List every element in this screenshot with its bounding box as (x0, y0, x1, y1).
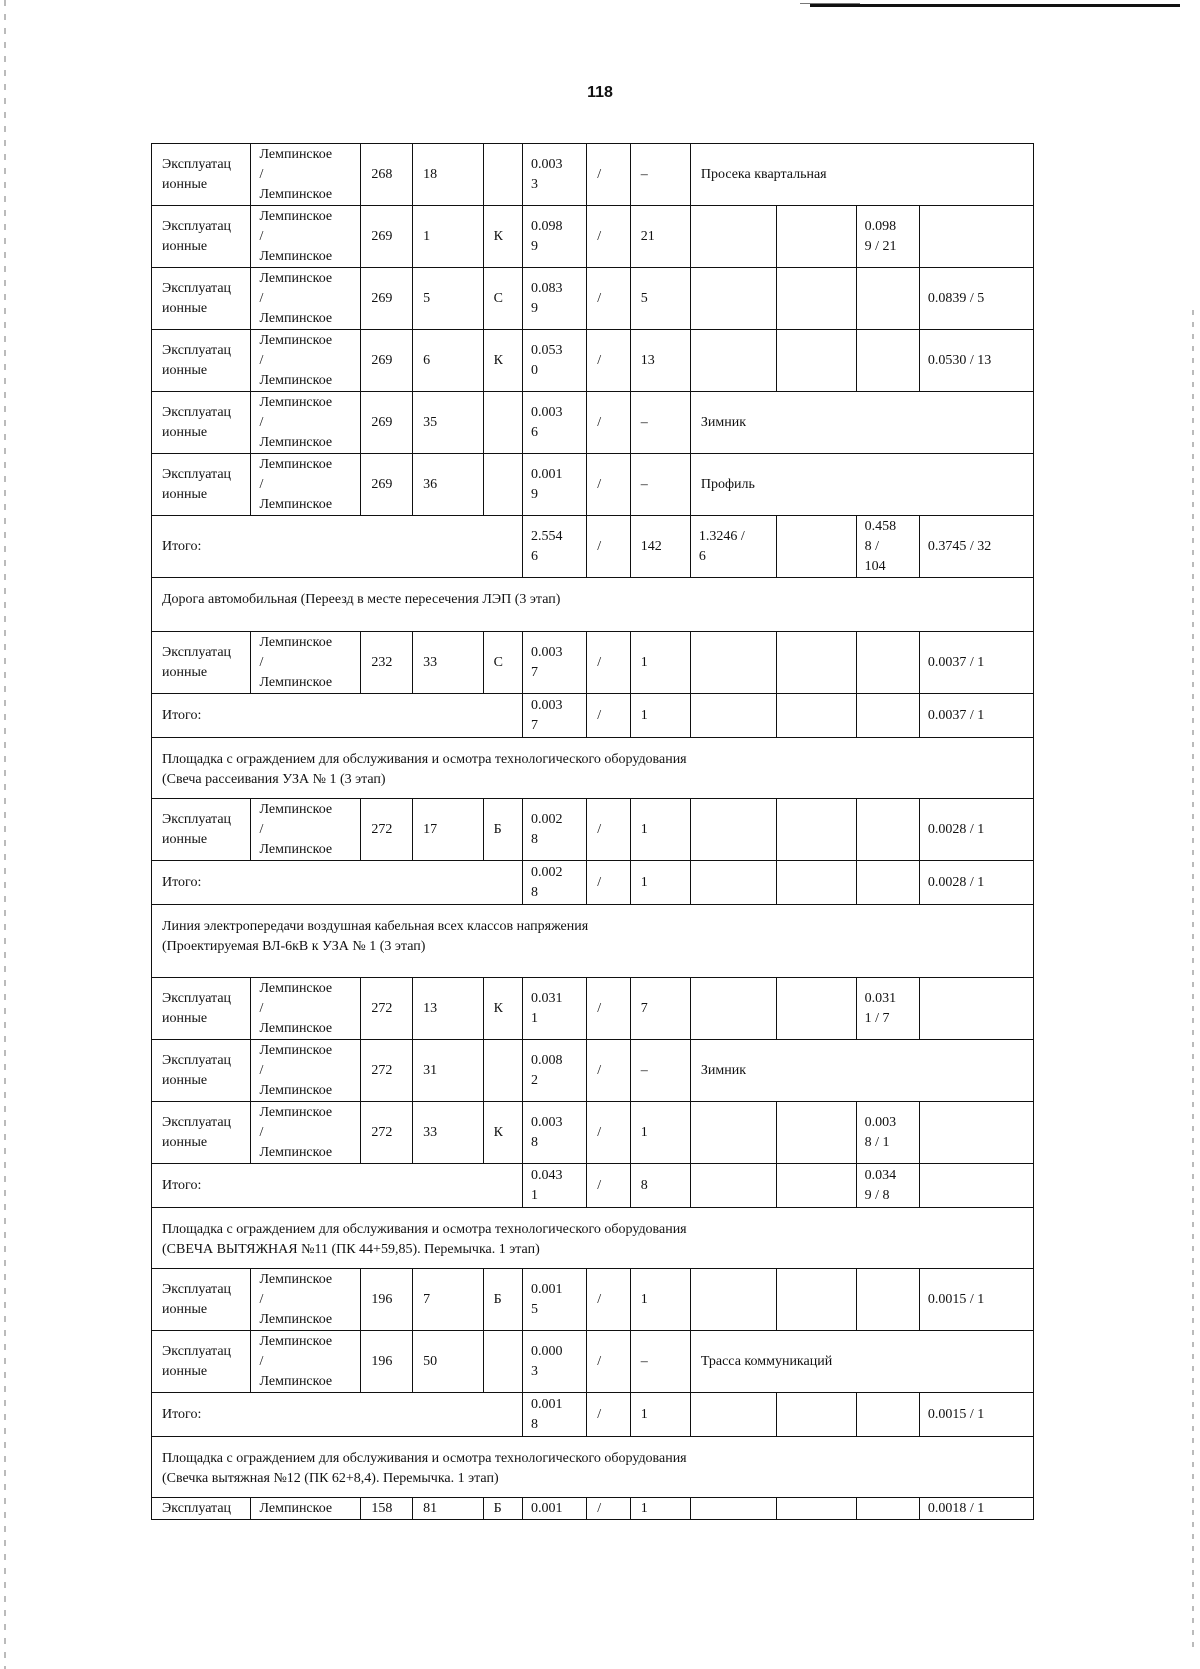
value-cell-4 (919, 206, 1033, 268)
category-cell: Эксплуатац ионные (152, 632, 251, 694)
plot-cell: 7 (413, 1269, 483, 1331)
value-cell-4: 0.0037 / 1 (919, 632, 1033, 694)
slash-cell: / (587, 799, 631, 861)
table-row (152, 1331, 1034, 1393)
class-cell (483, 454, 522, 516)
quarter-cell: 232 (361, 632, 413, 694)
forestry-cell: Лемпинское / Лемпинское (251, 1269, 361, 1331)
section-row (152, 738, 1034, 799)
category-cell: Эксплуатац ионные (152, 268, 251, 330)
category-cell: Эксплуатац ионные (152, 978, 251, 1040)
value-cell-2 (776, 1102, 856, 1164)
area-cell: 0.002 8 (522, 861, 586, 905)
count-cell: 13 (630, 330, 690, 392)
scan-edge-mark (810, 4, 1180, 7)
value-cell-4: 0.0028 / 1 (919, 861, 1033, 905)
value-cell-2 (776, 861, 856, 905)
category-cell: Эксплуатац ионные (152, 799, 251, 861)
forestry-cell: Лемпинское / Лемпинское (251, 1040, 361, 1102)
table-row (152, 1040, 1034, 1102)
forestry-cell: Лемпинское / Лемпинское (251, 144, 361, 206)
quarter-cell: 269 (361, 268, 413, 330)
value-cell-3 (856, 1393, 919, 1437)
count-cell: 21 (630, 206, 690, 268)
forestry-cell: Лемпинское / Лемпинское (251, 799, 361, 861)
value-cell-1 (690, 1269, 776, 1331)
count-cell: 7 (630, 978, 690, 1040)
plot-cell: 81 (413, 1498, 483, 1520)
count-cell: 1 (630, 1498, 690, 1520)
forestry-cell: Лемпинское / Лемпинское (251, 330, 361, 392)
quarter-cell: 272 (361, 1102, 413, 1164)
value-cell-1 (690, 206, 776, 268)
area-cell: 0.083 9 (522, 268, 586, 330)
area-cell: 0.001 (522, 1498, 586, 1520)
class-cell: К (483, 978, 522, 1040)
total-label: Итого: (152, 694, 523, 738)
forestry-cell: Лемпинское / Лемпинское (251, 392, 361, 454)
slash-cell: / (587, 206, 631, 268)
forestry-cell: Лемпинское / Лемпинское (251, 1102, 361, 1164)
slash-cell: / (587, 632, 631, 694)
area-cell: 0.001 8 (522, 1393, 586, 1437)
forestry-cell: Лемпинское (251, 1498, 361, 1520)
value-cell-4 (919, 978, 1033, 1040)
table-row (152, 144, 1034, 206)
plot-cell: 33 (413, 632, 483, 694)
table-row (152, 799, 1034, 861)
value-cell-4: 0.0015 / 1 (919, 1393, 1033, 1437)
forestry-cell: Лемпинское / Лемпинское (251, 978, 361, 1040)
slash-cell: / (587, 330, 631, 392)
value-cell-4: 0.3745 / 32 (919, 516, 1033, 578)
count-cell: 1 (630, 632, 690, 694)
slash-cell: / (587, 144, 631, 206)
value-cell-4: 0.0530 / 13 (919, 330, 1033, 392)
category-cell: Эксплуатац ионные (152, 1102, 251, 1164)
count-cell: 1 (630, 861, 690, 905)
value-cell-1: 1.3246 / 6 (690, 516, 776, 578)
quarter-cell: 268 (361, 144, 413, 206)
class-cell: Б (483, 1269, 522, 1331)
value-cell-2 (776, 978, 856, 1040)
value-cell-3: 0.031 1 / 7 (856, 978, 919, 1040)
class-cell (483, 1040, 522, 1102)
total-row (152, 516, 1034, 578)
plot-cell: 13 (413, 978, 483, 1040)
forestry-cell: Лемпинское / Лемпинское (251, 454, 361, 516)
count-cell: – (630, 144, 690, 206)
area-cell: 0.098 9 (522, 206, 586, 268)
category-cell: Эксплуатац ионные (152, 1269, 251, 1331)
note-cell: Просека квартальная (690, 144, 1033, 206)
class-cell: С (483, 632, 522, 694)
count-cell: 5 (630, 268, 690, 330)
class-cell (483, 392, 522, 454)
section-title: Площадка с ограждением для обслуживания и осмотра технологического оборудования (Свечка вытяжная №12 (ПК 62+8,4). Перемычка. 1 этап) (152, 1437, 1034, 1498)
value-cell-1 (690, 694, 776, 738)
count-cell: 142 (630, 516, 690, 578)
class-cell: К (483, 206, 522, 268)
quarter-cell: 269 (361, 330, 413, 392)
count-cell: – (630, 1040, 690, 1102)
area-cell: 0.003 6 (522, 392, 586, 454)
class-cell (483, 144, 522, 206)
value-cell-1 (690, 1164, 776, 1208)
section-row (152, 1437, 1034, 1498)
count-cell: 1 (630, 799, 690, 861)
total-row (152, 1393, 1034, 1437)
count-cell: – (630, 1331, 690, 1393)
quarter-cell: 272 (361, 799, 413, 861)
slash-cell: / (587, 861, 631, 905)
area-cell: 0.031 1 (522, 978, 586, 1040)
note-cell: Профиль (690, 454, 1033, 516)
slash-cell: / (587, 1331, 631, 1393)
section-title: Линия электропередачи воздушная кабельная всех классов напряжения (Проектируемая ВЛ-6кВ к УЗА № 1 (3 этап) (152, 905, 1034, 978)
area-cell: 0.002 8 (522, 799, 586, 861)
value-cell-3 (856, 861, 919, 905)
count-cell: 1 (630, 1102, 690, 1164)
total-label: Итого: (152, 1164, 523, 1208)
value-cell-2 (776, 516, 856, 578)
category-cell: Эксплуатац ионные (152, 454, 251, 516)
value-cell-1 (690, 861, 776, 905)
table-row (152, 1102, 1034, 1164)
category-cell: Эксплуатац ионные (152, 206, 251, 268)
slash-cell: / (587, 516, 631, 578)
forestry-cell: Лемпинское / Лемпинское (251, 268, 361, 330)
value-cell-2 (776, 1164, 856, 1208)
table-row (152, 1498, 1034, 1520)
value-cell-3: 0.098 9 / 21 (856, 206, 919, 268)
slash-cell: / (587, 392, 631, 454)
value-cell-4: 0.0015 / 1 (919, 1269, 1033, 1331)
area-cell: 0.001 5 (522, 1269, 586, 1331)
quarter-cell: 272 (361, 1040, 413, 1102)
quarter-cell: 269 (361, 392, 413, 454)
class-cell (483, 1331, 522, 1393)
quarter-cell: 272 (361, 978, 413, 1040)
category-cell: Эксплуатац (152, 1498, 251, 1520)
area-cell: 0.000 3 (522, 1331, 586, 1393)
value-cell-3 (856, 632, 919, 694)
value-cell-3 (856, 694, 919, 738)
area-cell: 0.001 9 (522, 454, 586, 516)
value-cell-2 (776, 694, 856, 738)
table-row (152, 392, 1034, 454)
slash-cell: / (587, 1102, 631, 1164)
plot-cell: 36 (413, 454, 483, 516)
table-row (152, 330, 1034, 392)
forestry-cell: Лемпинское / Лемпинское (251, 1331, 361, 1393)
slash-cell: / (587, 454, 631, 516)
plot-cell: 50 (413, 1331, 483, 1393)
value-cell-3 (856, 799, 919, 861)
count-cell: 1 (630, 1393, 690, 1437)
quarter-cell: 196 (361, 1331, 413, 1393)
count-cell: 1 (630, 694, 690, 738)
value-cell-3 (856, 268, 919, 330)
value-cell-1 (690, 1102, 776, 1164)
plot-cell: 6 (413, 330, 483, 392)
total-label: Итого: (152, 861, 523, 905)
scan-right-edge (1192, 310, 1194, 1650)
category-cell: Эксплуатац ионные (152, 1331, 251, 1393)
quarter-cell: 158 (361, 1498, 413, 1520)
class-cell: Б (483, 799, 522, 861)
forestry-cell: Лемпинское / Лемпинское (251, 632, 361, 694)
value-cell-2 (776, 632, 856, 694)
count-cell: 1 (630, 1269, 690, 1331)
value-cell-1 (690, 632, 776, 694)
area-cell: 2.554 6 (522, 516, 586, 578)
section-row (152, 1208, 1034, 1269)
quarter-cell: 196 (361, 1269, 413, 1331)
slash-cell: / (587, 1393, 631, 1437)
value-cell-4: 0.0028 / 1 (919, 799, 1033, 861)
slash-cell: / (587, 268, 631, 330)
plot-cell: 17 (413, 799, 483, 861)
total-row (152, 861, 1034, 905)
plot-cell: 35 (413, 392, 483, 454)
section-title: Площадка с ограждением для обслуживания и осмотра технологического оборудования (Свеча рассеивания УЗА № 1 (3 этап) (152, 738, 1034, 799)
value-cell-4: 0.0839 / 5 (919, 268, 1033, 330)
value-cell-3: 0.034 9 / 8 (856, 1164, 919, 1208)
slash-cell: / (587, 694, 631, 738)
value-cell-2 (776, 330, 856, 392)
value-cell-3 (856, 1269, 919, 1331)
category-cell: Эксплуатац ионные (152, 144, 251, 206)
value-cell-1 (690, 799, 776, 861)
value-cell-2 (776, 1269, 856, 1331)
value-cell-1 (690, 978, 776, 1040)
plot-cell: 1 (413, 206, 483, 268)
forest-plots-table (151, 143, 1034, 1520)
class-cell: Б (483, 1498, 522, 1520)
total-row (152, 694, 1034, 738)
section-row (152, 578, 1034, 632)
plot-cell: 18 (413, 144, 483, 206)
value-cell-2 (776, 1498, 856, 1520)
category-cell: Эксплуатац ионные (152, 392, 251, 454)
plot-cell: 31 (413, 1040, 483, 1102)
scan-left-edge (4, 0, 6, 1669)
note-cell: Трасса коммуникаций (690, 1331, 1033, 1393)
area-cell: 0.003 7 (522, 694, 586, 738)
area-cell: 0.003 8 (522, 1102, 586, 1164)
forestry-cell: Лемпинское / Лемпинское (251, 206, 361, 268)
value-cell-3: 0.458 8 / 104 (856, 516, 919, 578)
table-row (152, 454, 1034, 516)
count-cell: 8 (630, 1164, 690, 1208)
area-cell: 0.043 1 (522, 1164, 586, 1208)
area-cell: 0.053 0 (522, 330, 586, 392)
quarter-cell: 269 (361, 206, 413, 268)
value-cell-4 (919, 1164, 1033, 1208)
value-cell-1 (690, 330, 776, 392)
note-cell: Зимник (690, 392, 1033, 454)
table-row (152, 978, 1034, 1040)
area-cell: 0.008 2 (522, 1040, 586, 1102)
area-cell: 0.003 7 (522, 632, 586, 694)
value-cell-2 (776, 268, 856, 330)
class-cell: К (483, 1102, 522, 1164)
count-cell: – (630, 454, 690, 516)
value-cell-2 (776, 206, 856, 268)
class-cell: К (483, 330, 522, 392)
section-title: Дорога автомобильная (Переезд в месте пересечения ЛЭП (3 этап) (152, 578, 1034, 632)
table-row (152, 268, 1034, 330)
value-cell-4: 0.0018 / 1 (919, 1498, 1033, 1520)
section-title: Площадка с ограждением для обслуживания и осмотра технологического оборудования (СВЕЧА ВЫТЯЖНАЯ №11 (ПК 44+59,85). Перемычка. 1 этап) (152, 1208, 1034, 1269)
total-label: Итого: (152, 1393, 523, 1437)
note-cell: Зимник (690, 1040, 1033, 1102)
category-cell: Эксплуатац ионные (152, 330, 251, 392)
slash-cell: / (587, 1164, 631, 1208)
value-cell-1 (690, 268, 776, 330)
value-cell-2 (776, 799, 856, 861)
category-cell: Эксплуатац ионные (152, 1040, 251, 1102)
slash-cell: / (587, 1040, 631, 1102)
area-cell: 0.003 3 (522, 144, 586, 206)
value-cell-2 (776, 1393, 856, 1437)
slash-cell: / (587, 1498, 631, 1520)
slash-cell: / (587, 978, 631, 1040)
count-cell: – (630, 392, 690, 454)
value-cell-1 (690, 1498, 776, 1520)
table-row (152, 1269, 1034, 1331)
value-cell-3 (856, 1498, 919, 1520)
value-cell-4: 0.0037 / 1 (919, 694, 1033, 738)
value-cell-3 (856, 330, 919, 392)
page-number: 118 (587, 84, 613, 101)
total-row (152, 1164, 1034, 1208)
section-row (152, 905, 1034, 978)
table-row (152, 632, 1034, 694)
value-cell-4 (919, 1102, 1033, 1164)
class-cell: С (483, 268, 522, 330)
value-cell-1 (690, 1393, 776, 1437)
value-cell-3: 0.003 8 / 1 (856, 1102, 919, 1164)
plot-cell: 33 (413, 1102, 483, 1164)
total-label: Итого: (152, 516, 523, 578)
table-row (152, 206, 1034, 268)
plot-cell: 5 (413, 268, 483, 330)
quarter-cell: 269 (361, 454, 413, 516)
slash-cell: / (587, 1269, 631, 1331)
